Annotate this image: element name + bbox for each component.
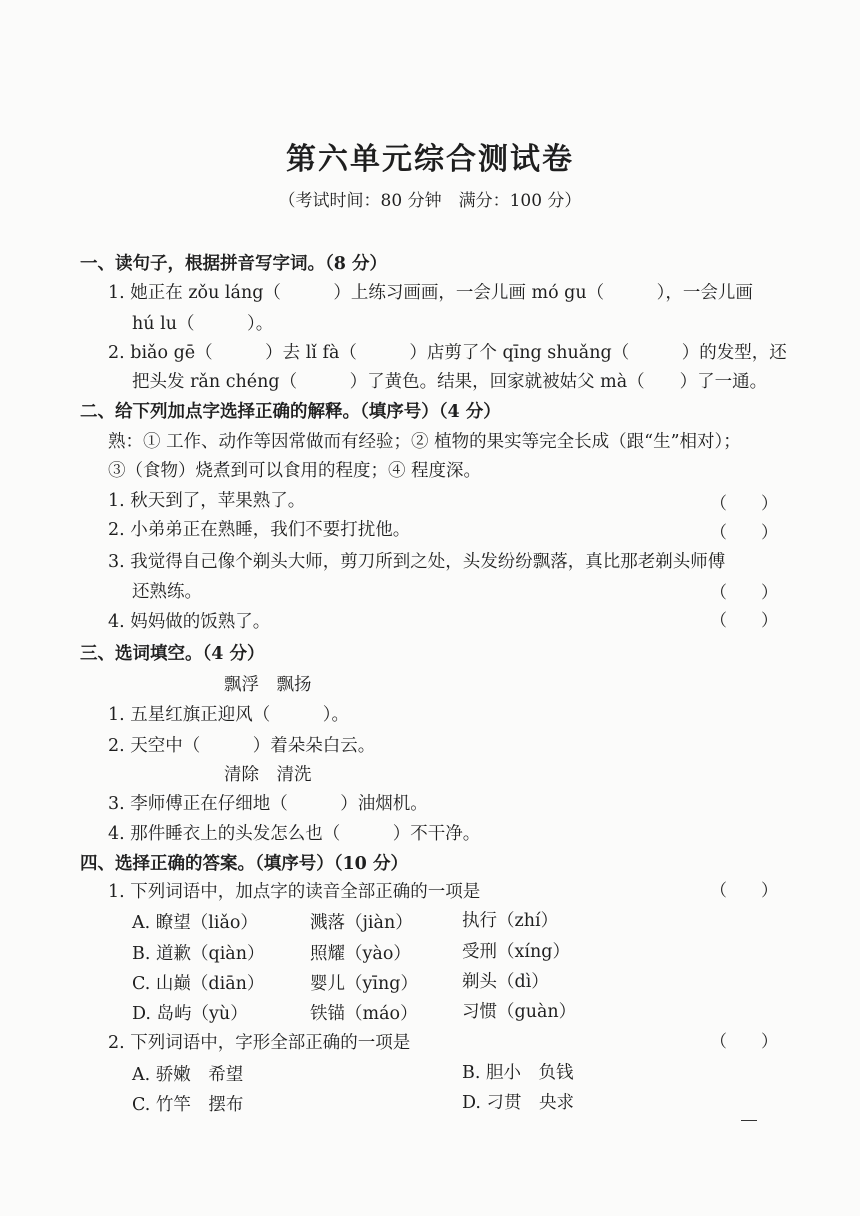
section-4-heading: 四、选择正确的答案。（填序号）（10 分）: [80, 854, 408, 874]
option-d-1: D. 岛屿（yù）: [132, 1004, 248, 1024]
option-d-3: 习惯（guàn）: [462, 1002, 577, 1022]
s1-q2-line1: 2. biǎo gē（ ）去 lǐ fà（ ）店剪了个 qīng shuǎng（ ）的发型，还: [108, 343, 787, 363]
s2-q4: 4. 妈妈做的饭熟了。: [108, 612, 271, 632]
answer-blank: （ ）: [710, 523, 778, 543]
section-1-heading: 一、读句子，根据拼音写字词。（8 分）: [80, 254, 388, 274]
s4-q2: 2. 下列词语中，字形全部正确的一项是: [108, 1033, 411, 1053]
s2-definition-2: ③（食物）烧煮到可以食用的程度；④ 程度深。: [108, 461, 482, 481]
option-b: B. 胆小 负钱: [462, 1063, 574, 1083]
option-b-2: 照耀（yào）: [310, 944, 411, 964]
s2-q3-line1: 3. 我觉得自己像个剃头大师，剪刀所到之处，头发纷纷飘落，真比那老剃头师傅: [108, 552, 726, 572]
option-b-3: 受刑（xíng）: [462, 942, 570, 962]
s3-q3: 3. 李师傅正在仔细地（ ）油烟机。: [108, 794, 428, 814]
s2-q2: 2. 小弟弟正在熟睡，我们不要打扰他。: [108, 520, 411, 540]
answer-blank: （ ）: [710, 611, 778, 631]
s3-word-choices-1: 飘浮 飘扬: [224, 675, 312, 695]
s2-definition-1: 熟：① 工作、动作等因常做而有经验；② 植物的果实等完全长成（跟“生”相对）；: [108, 432, 741, 452]
s3-word-choices-2: 清除 清洗: [224, 765, 312, 785]
answer-blank: （ ）: [710, 494, 778, 514]
s4-q1: 1. 下列词语中，加点字的读音全部正确的一项是: [108, 882, 481, 902]
option-c-3: 剃头（dì）: [462, 972, 549, 992]
section-2-heading: 二、给下列加点字选择正确的解释。（填序号）（4 分）: [80, 402, 501, 422]
s3-q4: 4. 那件睡衣上的头发怎么也（ ）不干净。: [108, 824, 481, 844]
s1-q1-line1: 1. 她正在 zǒu láng（ ）上练习画画，一会儿画 mó gu（ ），一会儿画: [108, 283, 753, 303]
option-b-1: B. 道歉（qiàn）: [132, 944, 265, 964]
option-a-2: 溅落（jiàn）: [310, 913, 413, 933]
option-a: A. 骄嫩 希望: [132, 1065, 244, 1085]
s2-q1: 1. 秋天到了，苹果熟了。: [108, 491, 306, 511]
section-3-heading: 三、选词填空。（4 分）: [80, 644, 265, 664]
option-a-3: 执行（zhí）: [462, 911, 559, 931]
s1-q1-line2: hú lu（ ）。: [132, 314, 274, 334]
s3-q1: 1. 五星红旗正迎风（ ）。: [108, 705, 350, 725]
option-a-1: A. 瞭望（liǎo）: [132, 913, 258, 933]
answer-blank: （ ）: [710, 1032, 778, 1052]
answer-blank: （ ）: [710, 881, 778, 901]
s3-q2: 2. 天空中（ ）着朵朵白云。: [108, 736, 376, 756]
option-c-2: 婴儿（yīng）: [310, 974, 418, 994]
s1-q2-line2: 把头发 rǎn chéng（ ）了黄色。结果，回家就被姑父 mà（ ）了一通。: [132, 372, 768, 392]
page-footer-dash: [741, 1120, 757, 1121]
answer-blank: （ ）: [710, 583, 778, 603]
option-d-2: 铁锚（máo）: [310, 1004, 418, 1024]
option-d: D. 刁贯 央求: [462, 1093, 575, 1113]
option-c-1: C. 山巅（diān）: [132, 974, 265, 994]
exam-time-info: （考试时间：80 分钟 满分：100 分）: [278, 191, 582, 211]
s2-q3-line2: 还熟练。: [132, 582, 202, 602]
option-c: C. 竹竿 摆布: [132, 1095, 244, 1115]
page-title: 第六单元综合测试卷: [286, 142, 574, 177]
